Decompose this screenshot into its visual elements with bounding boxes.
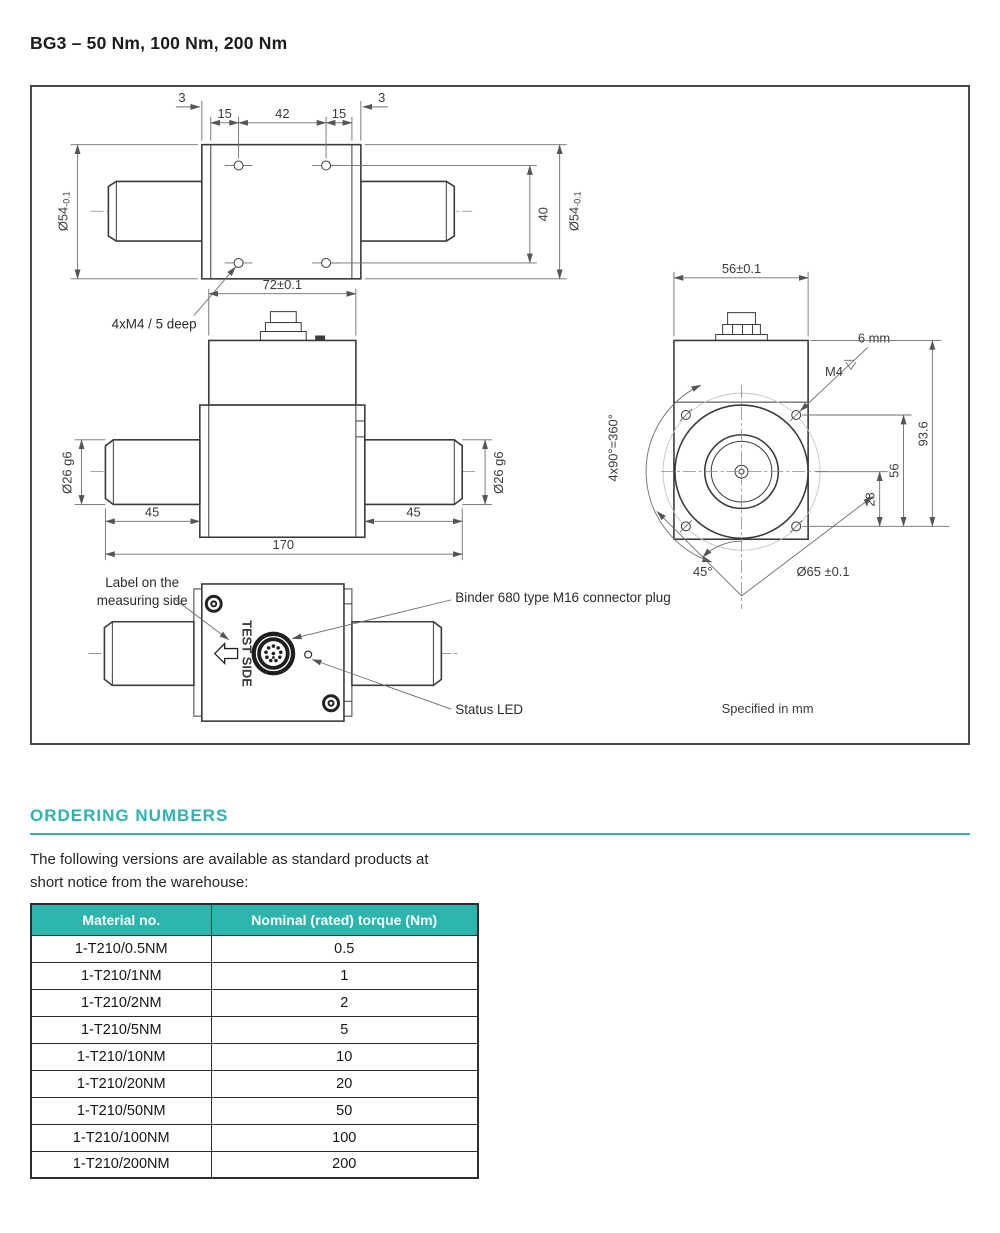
table-row	[31, 1016, 478, 1043]
status-led	[305, 651, 312, 658]
units-note: Specified in mm	[721, 701, 814, 717]
bottom-view	[89, 575, 671, 721]
connector-plug	[252, 632, 296, 676]
measuring-side-note-line1: Label on the	[105, 574, 180, 590]
material-cell: 1-T210/100NM	[31, 1124, 211, 1151]
material-cell: 1-T210/10NM	[31, 1043, 211, 1070]
page-title: BG3 – 50 Nm, 100 Nm, 200 Nm	[30, 33, 288, 53]
table-row	[31, 1151, 478, 1178]
thread-note: 4xM4 / 5 deep	[111, 316, 197, 332]
col-header-material: Material no.	[31, 904, 211, 935]
material-cell: 1-T210/50NM	[31, 1097, 211, 1124]
torque-cell: 100	[211, 1124, 478, 1151]
ordering-intro-text: The following versions are available as standard products at short notice from the warehouse:	[30, 851, 429, 891]
material-cell: 1-T210/200NM	[31, 1151, 211, 1178]
torque-cell: 5	[211, 1016, 478, 1043]
dim-dia26-right: Ø26 g6	[490, 451, 506, 494]
screw-thread-label: M4	[825, 364, 843, 380]
connector-side	[716, 313, 768, 341]
table-row	[31, 1070, 478, 1097]
dim-total-length: 170	[272, 537, 295, 553]
connector-front	[260, 312, 325, 341]
torque-cell: 10	[211, 1043, 478, 1070]
side-view	[605, 261, 949, 609]
dia-bolt-circle-label: Ø65 ±0.1	[796, 564, 850, 580]
dim-center-offset: 28	[862, 492, 878, 507]
material-cell: 1-T210/1NM	[31, 962, 211, 989]
dimensional-drawing	[32, 87, 968, 743]
table-row	[31, 1043, 478, 1070]
ordering-section-header	[30, 806, 970, 835]
screw-depth-label: 6 mm	[857, 330, 891, 346]
table-row	[31, 962, 478, 989]
angle-45-label: 45°	[692, 564, 713, 580]
torque-cell: 50	[211, 1097, 478, 1124]
material-cell: 1-T210/5NM	[31, 1016, 211, 1043]
measuring-side-note-line2: measuring side	[96, 592, 188, 608]
torque-cell: 2	[211, 989, 478, 1016]
table-row	[31, 1097, 478, 1124]
housing-screw	[206, 596, 221, 611]
ordering-table	[30, 903, 479, 1179]
dim-dia54-right: Ø54-0.1	[566, 191, 583, 232]
dim-edge-right: 3	[378, 89, 386, 105]
dim-edge-left: 3	[178, 89, 186, 105]
dim-body-width: 72±0.1	[262, 276, 303, 292]
status-led-note: Status LED	[455, 702, 524, 718]
dim-hole-right: 15	[331, 105, 347, 121]
torque-cell: 200	[211, 1151, 478, 1178]
dim-shaft-right: 45	[406, 504, 421, 520]
corner-screw-holes	[680, 409, 802, 532]
dim-side-width: 56±0.1	[721, 260, 762, 276]
dim-hole-vspan-side: 56	[886, 463, 902, 478]
dim-shaft-left: 45	[144, 504, 160, 520]
dim-hole-left: 15	[217, 105, 232, 121]
torque-cell: 0.5	[211, 935, 478, 962]
dim-hole-span: 42	[275, 105, 290, 121]
table-row	[31, 989, 478, 1016]
ordering-heading: ORDERING NUMBERS	[30, 806, 229, 825]
technical-drawing-panel	[30, 85, 970, 745]
torque-cell: 1	[211, 962, 478, 989]
dim-hole-vspan: 40	[535, 207, 551, 222]
torque-cell: 20	[211, 1070, 478, 1097]
table-row	[31, 935, 478, 962]
angle-pattern-label: 4x90°=360°	[605, 414, 621, 482]
top-view	[56, 90, 583, 332]
test-side-label: TEST SIDE	[239, 620, 255, 687]
housing-screw	[324, 696, 339, 711]
table-row	[31, 1124, 478, 1151]
dim-dia54-left: Ø54-0.1	[55, 191, 72, 232]
dim-height-total: 93.6	[915, 421, 931, 447]
material-cell: 1-T210/0.5NM	[31, 935, 211, 962]
col-header-torque: Nominal (rated) torque (Nm)	[211, 904, 478, 935]
material-cell: 1-T210/20NM	[31, 1070, 211, 1097]
table-header-row	[31, 904, 478, 935]
material-cell: 1-T210/2NM	[31, 989, 211, 1016]
connector-note: Binder 680 type M16 connector plug	[455, 589, 671, 605]
dim-dia26-left: Ø26 g6	[59, 451, 75, 494]
